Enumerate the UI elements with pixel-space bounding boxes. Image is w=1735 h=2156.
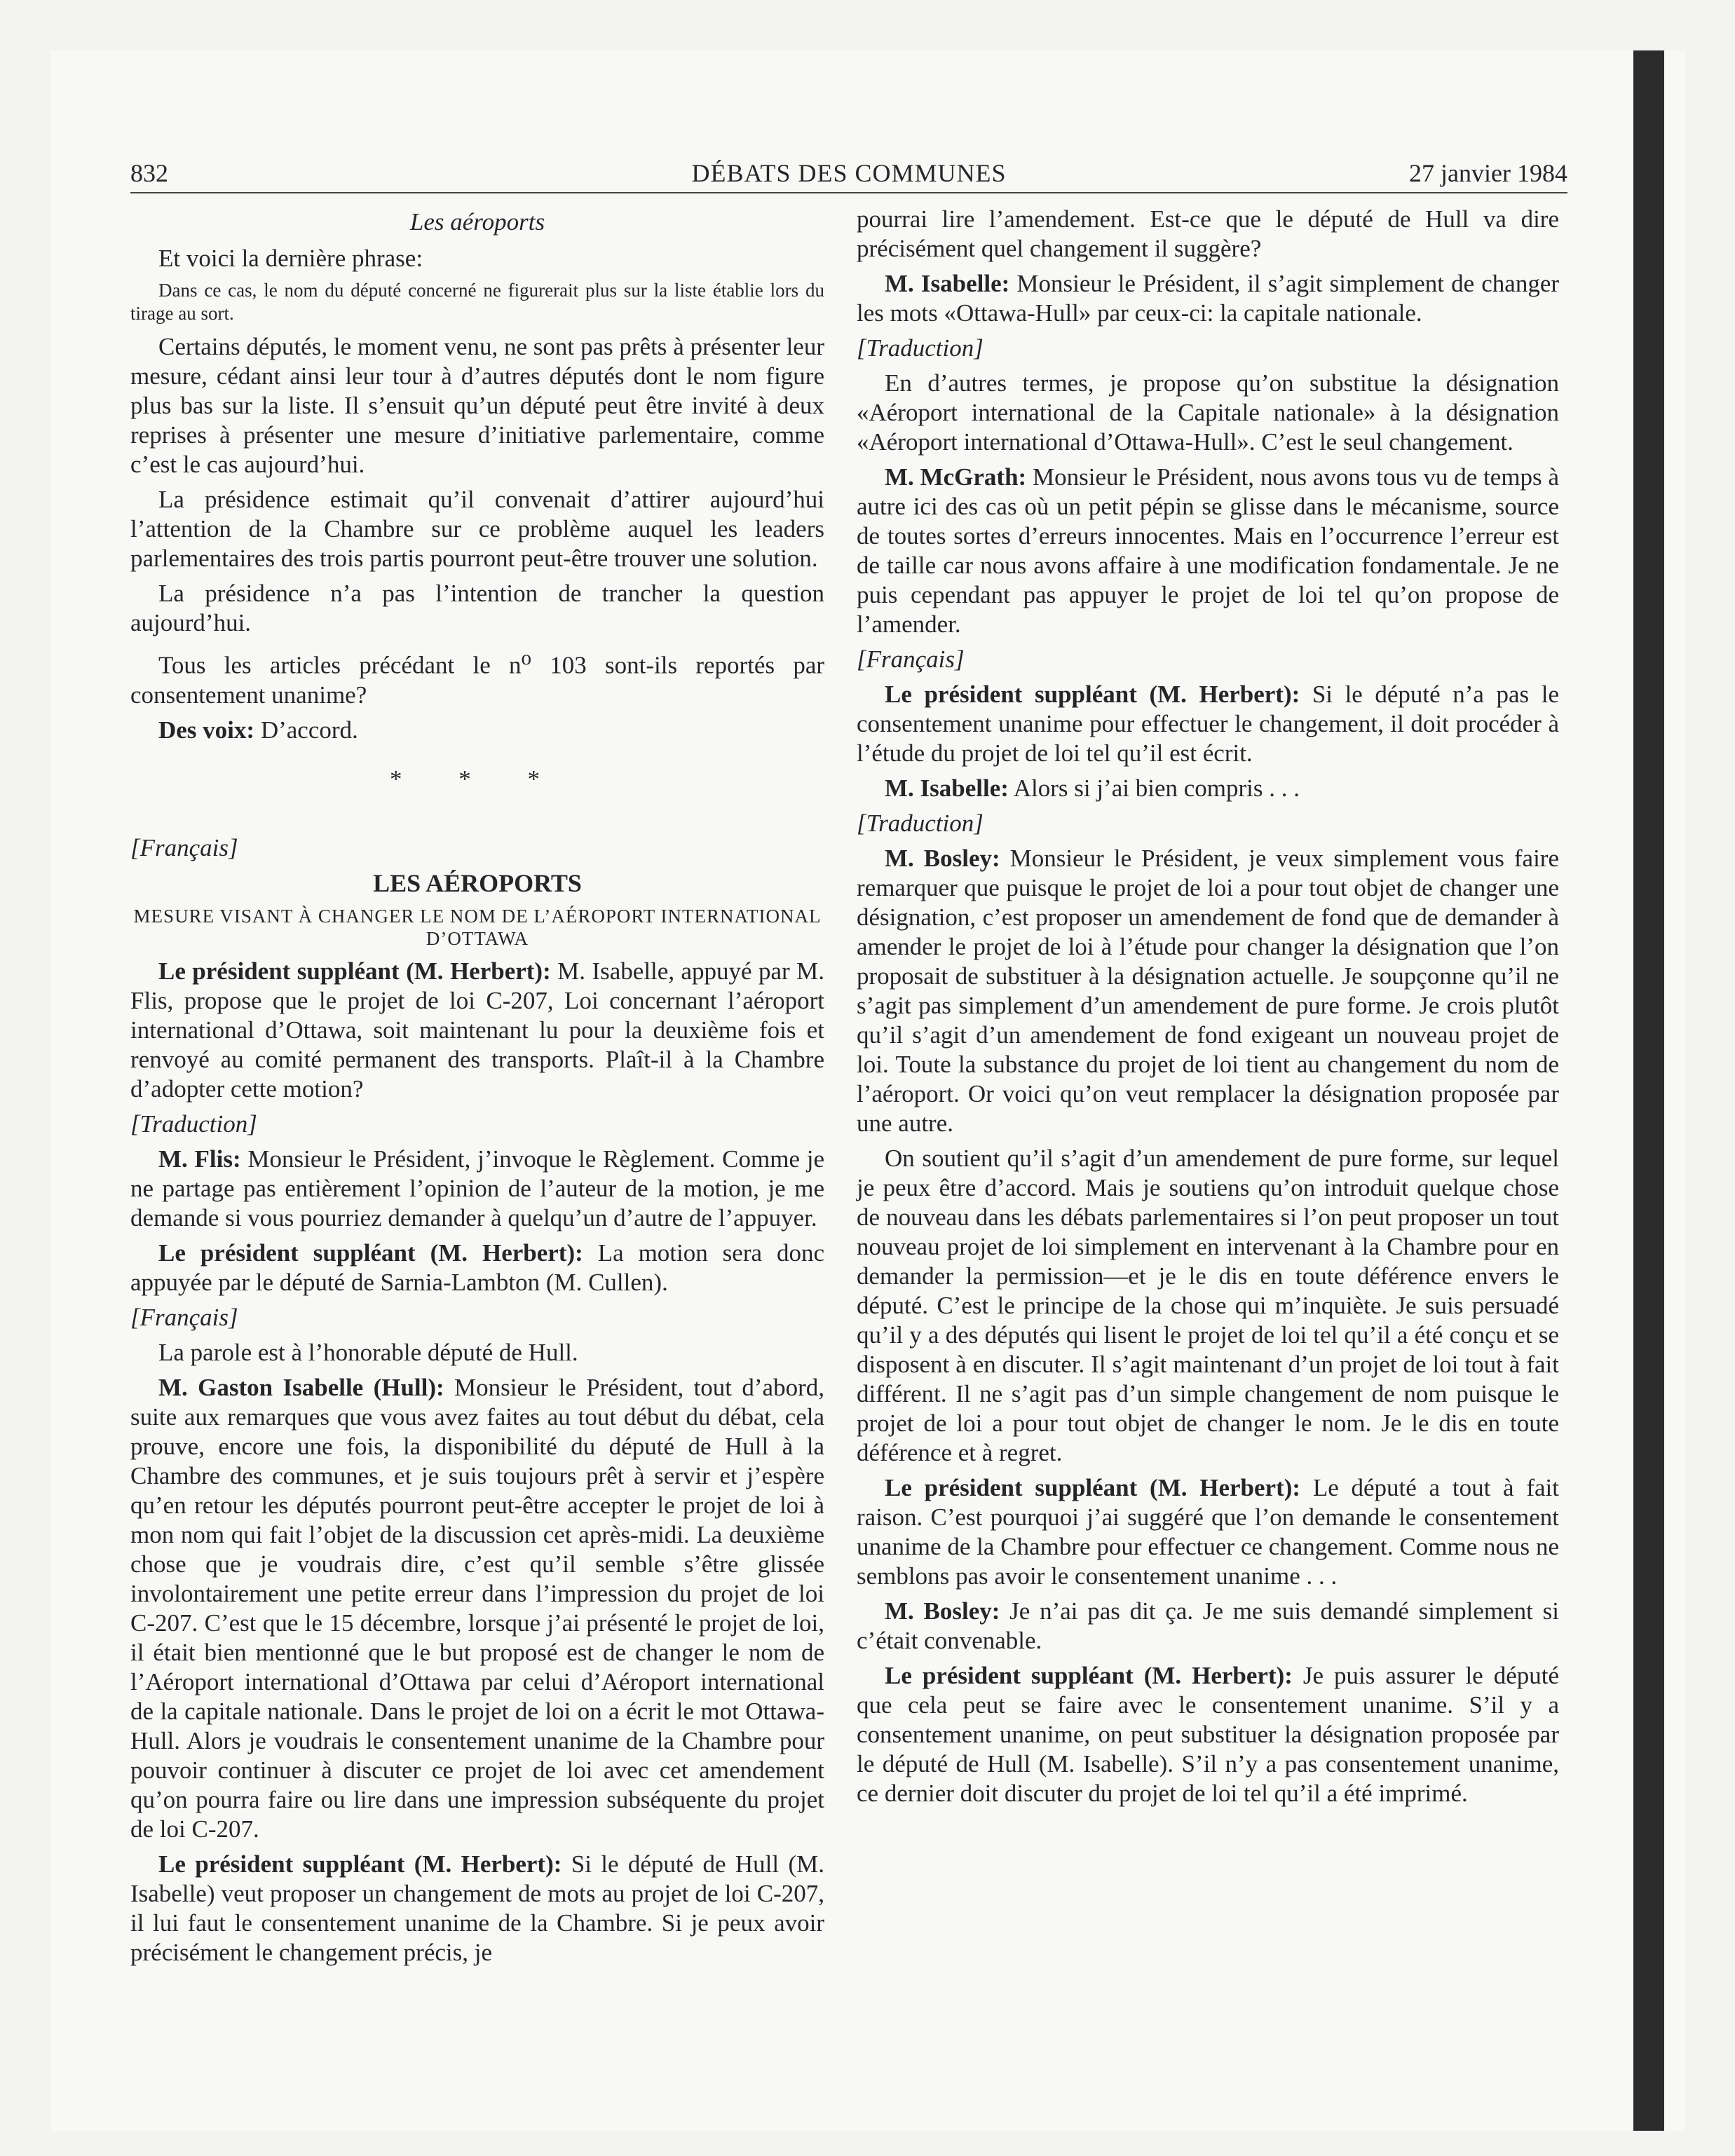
paragraph-text: D’accord.	[254, 716, 358, 744]
speaker-name: M. Bosley:	[885, 1597, 1000, 1625]
paragraph	[130, 1850, 824, 1967]
paragraph-text: Je puis assurer le député que cela peut se faire avec le consentement unanime. S’il y a consentement unanime, on peut substituer la désignation proposée par le député de Hull (M. Isabelle). S’il n’y a pas consentement unanime, ce dernier doit discuter du projet de loi tel qu’il a été imprimé.	[857, 1662, 1559, 1807]
paragraph: La présidence n’a pas l’intention de trancher la question aujourd’hui.	[130, 580, 824, 636]
paragraph-text: La motion sera donc appuyée par le député de Sarnia-Lambton (M. Cullen).	[130, 1239, 825, 1296]
paragraph	[130, 716, 824, 745]
paragraph	[857, 463, 1559, 639]
paragraph-text: Le député a tout à fait raison. C’est pourquoi j’ai suggéré que l’on demande le consentement unanime de la Chambre pour effectuer ce changement. Comme nous ne semblons pas avoir le consentement unanime . . .	[857, 1474, 1559, 1590]
paragraph-text: Monsieur le Président, nous avons tous vu de temps à autre ici des cas où un petit pépin se glisse dans le mécanisme, source de toutes sortes d’erreurs innocentes. Mais en l’occurrence l’erreur est de taille car nous avons affaire à une modification fondamentale. Je ne puis cependant pas appuyer le projet de loi tel qu’on propose de l’amender.	[857, 463, 1560, 638]
section-title: LES AÉROPORTS	[373, 868, 582, 897]
paragraph	[857, 269, 1559, 328]
language-tag: [Français]	[130, 1303, 238, 1331]
paragraph-text: Si le député n’a pas le consentement unanime pour effectuer le changement, il doit procéder à l’étude du projet de loi tel qu’il est écrit.	[857, 681, 1559, 767]
paragraph: La présidence estimait qu’il convenait d’attirer aujourd’hui l’attention de la Chambre sur ce problème auquel les leaders parlementaires des trois partis pourront peut-être trouver une solution.	[130, 486, 824, 572]
speaker-name: Le président suppléant (M. Herbert):	[158, 1850, 562, 1878]
language-tag: [Traduction]	[857, 810, 984, 837]
paragraph: La parole est à l’honorable député de Hull.	[158, 1338, 578, 1366]
superscript: o	[521, 647, 532, 669]
quoted-text: Dans ce cas, le nom du député concerné ne figurerait plus sur la liste établie lors du tirage au sort.	[130, 280, 824, 324]
paragraph	[857, 844, 1559, 1138]
paragraph-text: 103 sont-ils reportés par consentement unanime?	[130, 651, 825, 709]
paragraph-text: Je n’ai pas dit ça. Je me suis demandé simplement si c’était convenable.	[857, 1597, 1559, 1654]
language-tag: [Traduction]	[857, 334, 984, 362]
language-tag: [Français]	[857, 646, 965, 673]
topic-heading: Les aéroports	[409, 208, 545, 236]
binding-edge	[1633, 50, 1664, 2131]
paragraph-text: M. Isabelle, appuyé par M. Flis, propose que le projet de loi C-207, Loi concernant l’aéroport international d’Ottawa, soit maintenant lu pour la deuxième fois et renvoyé au comité permanent des transports. Plaît-il à la Chambre d’adopter cette motion?	[130, 957, 824, 1103]
left-column	[130, 205, 824, 1973]
speaker-name: M. Isabelle:	[885, 775, 1009, 802]
paragraph: pourrai lire l’amendement. Est-ce que le député de Hull va dire précisément quel changement il suggère?	[857, 205, 1559, 262]
paragraph	[857, 1473, 1559, 1591]
paragraph	[130, 1239, 824, 1297]
speaker-name: M. Bosley:	[885, 845, 1000, 872]
section-separator: * * *	[390, 765, 565, 793]
paragraph	[130, 1373, 824, 1844]
right-column	[857, 205, 1559, 1814]
page-date: 27 janvier 1984	[1409, 159, 1567, 187]
paragraph-text: Alors si j’ai bien compris . . .	[1008, 775, 1300, 802]
paragraph-text: Monsieur le Président, je veux simplement vous faire remarquer que puisque le projet de loi a pour tout objet de changer une désignation, c’est proposer un amendement de fond que de demander à amender le projet de loi à l’étude pour changer la désignation que l’on proposait de substituer à la désignation actuelle. Je soupçonne qu’il ne s’agit pas simplement d’un amendement de pure forme. Je crois plutôt qu’il s’agit d’un amendement de fond exigeant un nouveau projet de loi. Toute la substance du projet de loi tient au changement du nom de l’aéroport. Or voici qu’on veut remplacer la désignation proposée par une autre.	[857, 845, 1559, 1137]
paragraph-text: Monsieur le Président, tout d’abord, suite aux remarques que vous avez faites au tout début du débat, cela prouve, encore une fois, la disponibilité du député de Hull à la Chambre des communes, et je suis toujours prêt à servir et j’espère qu’en retour les députés pourront peut-être accepter le projet de loi à mon nom qui fait l’objet de la discussion cet après-midi. La deuxième chose que je voudrais dire, c’est qu’il semble s’être glissée involontairement une petite erreur dans l’impression du projet de loi C-207. C’est que le 15 décembre, lorsque j’ai présenté le projet de loi, il était bien mentionné que le but proposé est de changer le nom de l’Aéroport international d’Ottawa par celui d’Aéroport international de la capitale nationale. Dans le projet de loi on a écrit le mot Ottawa-Hull. Alors je voudrais le consentement unanime de la Chambre pour pouvoir continuer à discuter ce projet de loi avec cet amendement qu’on pourra faire ou lire dans une impression subséquente du projet de loi C-207.	[130, 1373, 824, 1843]
paragraph: Certains députés, le moment venu, ne sont pas prêts à présenter leur mesure, cédant ainsi leur tour à d’autres députés dont le nom figure plus bas sur la liste. Il s’ensuit qu’un député peut être invité à deux reprises à présenter une mesure d’initiative parlementaire, comme c’est le cas aujourd’hui.	[130, 333, 824, 478]
speaker-name: M. Isabelle:	[885, 270, 1010, 297]
paragraph	[130, 643, 824, 710]
publication-title: DÉBATS DES COMMUNES	[691, 159, 1007, 187]
paragraph	[857, 774, 1559, 803]
language-tag: [Français]	[130, 833, 238, 861]
paragraph	[857, 1661, 1559, 1808]
paragraph-text: Tous les articles précédant le n	[158, 651, 522, 679]
speaker-name: Le président suppléant (M. Herbert):	[885, 1474, 1301, 1501]
header-rule	[130, 192, 1567, 193]
speaker-name: Le président suppléant (M. Herbert):	[158, 1239, 583, 1267]
speaker-name: M. Gaston Isabelle (Hull):	[158, 1373, 444, 1401]
speaker-name: Des voix:	[158, 716, 255, 744]
paragraph: On soutient qu’il s’agit d’un amendement de pure forme, sur lequel je peux être d’accord. Mais je soutiens qu’on introduit quelque chose de nouveau dans les débats parlementaires si l’on peut proposer un tout nouveau projet de loi simplement en intervenant à la Chambre pour en demander la permission—et je le dis en toute déférence envers le député. C’est le principe de la chose qui m’inquiète. Je suis persuadé qu’il y a des députés qui lisent le projet de loi tel qu’il a été conçu et se disposent à en discuter. Il s’agit maintenant d’un projet de loi tout à fait différent. Il ne s’agit pas d’un simple changement de nom puisque le projet de loi a pour tout objet de changer le nom. Je le dis en toute déférence et à regret.	[857, 1145, 1559, 1466]
speaker-name: Le président suppléant (M. Herbert):	[885, 1662, 1293, 1689]
paragraph: En d’autres termes, je propose qu’on substitue la désignation «Aéroport international de la Capitale nationale» à la désignation «Aéroport international d’Ottawa-Hull». C’est le seul changement.	[857, 369, 1559, 456]
speaker-name: Le président suppléant (M. Herbert):	[158, 957, 551, 985]
section-subtitle: MESURE VISANT À CHANGER LE NOM DE L’AÉROPORT INTERNATIONAL D’OTTAWA	[133, 905, 822, 949]
paragraph-text: Monsieur le Président, j’invoque le Règlement. Comme je ne partage pas entièrement l’opinion de l’auteur de la motion, je me demande si vous pourriez demander à quelqu’un d’autre de l’appuyer.	[130, 1145, 825, 1231]
speaker-name: M. Flis:	[158, 1145, 241, 1173]
speaker-name: Le président suppléant (M. Herbert):	[885, 681, 1300, 708]
running-header	[130, 158, 1567, 192]
language-tag: [Traduction]	[130, 1110, 257, 1138]
paragraph	[130, 957, 824, 1104]
paragraph	[130, 1145, 824, 1233]
speaker-name: M. McGrath:	[885, 463, 1027, 491]
paragraph-text: Si le député de Hull (M. Isabelle) veut proposer un changement de mots au projet de loi C-207, il lui faut le consentement unanime de la Chambre. Si je peux avoir précisément le changement précis, je	[130, 1850, 824, 1966]
page-number: 832	[130, 159, 168, 187]
paragraph	[857, 1597, 1559, 1656]
paragraph: Et voici la dernière phrase:	[158, 245, 423, 272]
paragraph	[857, 680, 1559, 768]
paragraph-text: Monsieur le Président, il s’agit simplement de changer les mots «Ottawa-Hull» par ceux-ci: la capitale nationale.	[857, 270, 1560, 327]
